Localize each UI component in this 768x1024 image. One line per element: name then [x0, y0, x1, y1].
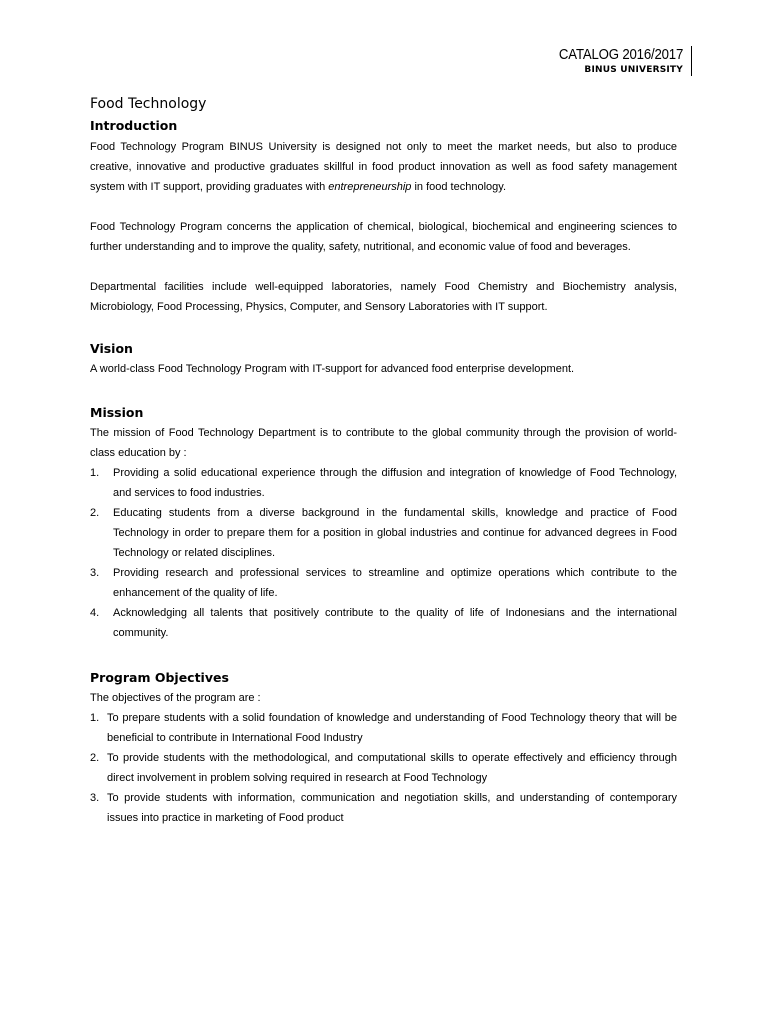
university-name: BINUS UNIVERSITY: [584, 65, 683, 75]
list-number: 2.: [90, 507, 100, 519]
list-number: 4.: [90, 607, 100, 619]
list-text: To prepare students with a solid foundation of knowledge and understanding of Food Technology theory that will be beneficial to contribute in International Food Industry: [107, 712, 677, 744]
vision-text: A world-class Food Technology Program with IT-support for advanced food enterprise development.: [90, 363, 575, 375]
list-text: To provide students with information, communication and negotiation skills, and understanding of contemporary issues into practice in marketing of Food product: [107, 792, 677, 824]
list-item: [90, 463, 677, 503]
program-objectives-heading: Program Objectives: [90, 670, 229, 685]
list-item: [90, 503, 677, 563]
list-text: Educating students from a diverse background in the fundamental skills, knowledge and practice of Food Technology in order to prepare them for a position in global industries and continue for advanced degrees in Food Technology or related disciplines.: [113, 507, 677, 559]
introduction-heading: Introduction: [90, 118, 178, 133]
objectives-intro: The objectives of the program are :: [90, 692, 261, 704]
intro-text-start: Food Technology Program BINUS University is designed not only to meet the market needs, but also to produce creative, innovative and productive graduates skillful in food product innovation as well as food safety management system with IT support, providing graduates with: [90, 141, 677, 193]
list-text: Providing research and professional services to streamline and optimize operations which contribute to the enhancement of the quality of life.: [113, 567, 677, 599]
catalog-header: [542, 46, 692, 76]
introduction-paragraph-2: Food Technology Program concerns the application of chemical, biological, biochemical and engineering sciences to further understanding and to improve the quality, safety, nutritional, and economic value of food and beverages.: [90, 221, 677, 253]
list-text: To provide students with the methodological, and computational skills to operate effectively and efficiency through direct involvement in problem solving required in research at Food Technology: [107, 752, 677, 784]
list-number: 1.: [90, 712, 100, 724]
list-item: [90, 603, 677, 643]
intro-emphasis: entrepreneurship: [328, 181, 412, 193]
list-item: [90, 708, 677, 748]
list-item: [90, 748, 677, 788]
list-item: [90, 563, 677, 603]
catalog-title: CATALOG 2016/2017: [558, 46, 683, 63]
mission-heading: Mission: [90, 405, 144, 420]
mission-list: [90, 463, 677, 643]
introduction-paragraph-1: [90, 137, 677, 197]
list-item: [90, 788, 677, 828]
page-title: Food Technology: [90, 96, 207, 112]
list-number: 3.: [90, 792, 100, 804]
objectives-list: [90, 708, 677, 828]
list-number: 3.: [90, 567, 100, 579]
intro-text-end: in food technology.: [411, 181, 507, 193]
list-text: Acknowledging all talents that positively contribute to the quality of life of Indonesians and the international community.: [113, 607, 677, 639]
list-number: 1.: [90, 467, 100, 479]
mission-intro: The mission of Food Technology Department is to contribute to the global community through the provision of world-class education by :: [90, 427, 677, 459]
document-body: [90, 94, 677, 828]
introduction-paragraph-3: Departmental facilities include well-equipped laboratories, namely Food Chemistry and Biochemistry analysis, Microbiology, Food Processing, Physics, Computer, and Sensory Laboratories with IT support.: [90, 281, 677, 313]
list-text: Providing a solid educational experience through the diffusion and integration of knowledge of Food Technology, and services to food industries.: [113, 467, 677, 499]
vision-heading: Vision: [90, 341, 133, 356]
list-number: 2.: [90, 752, 100, 764]
